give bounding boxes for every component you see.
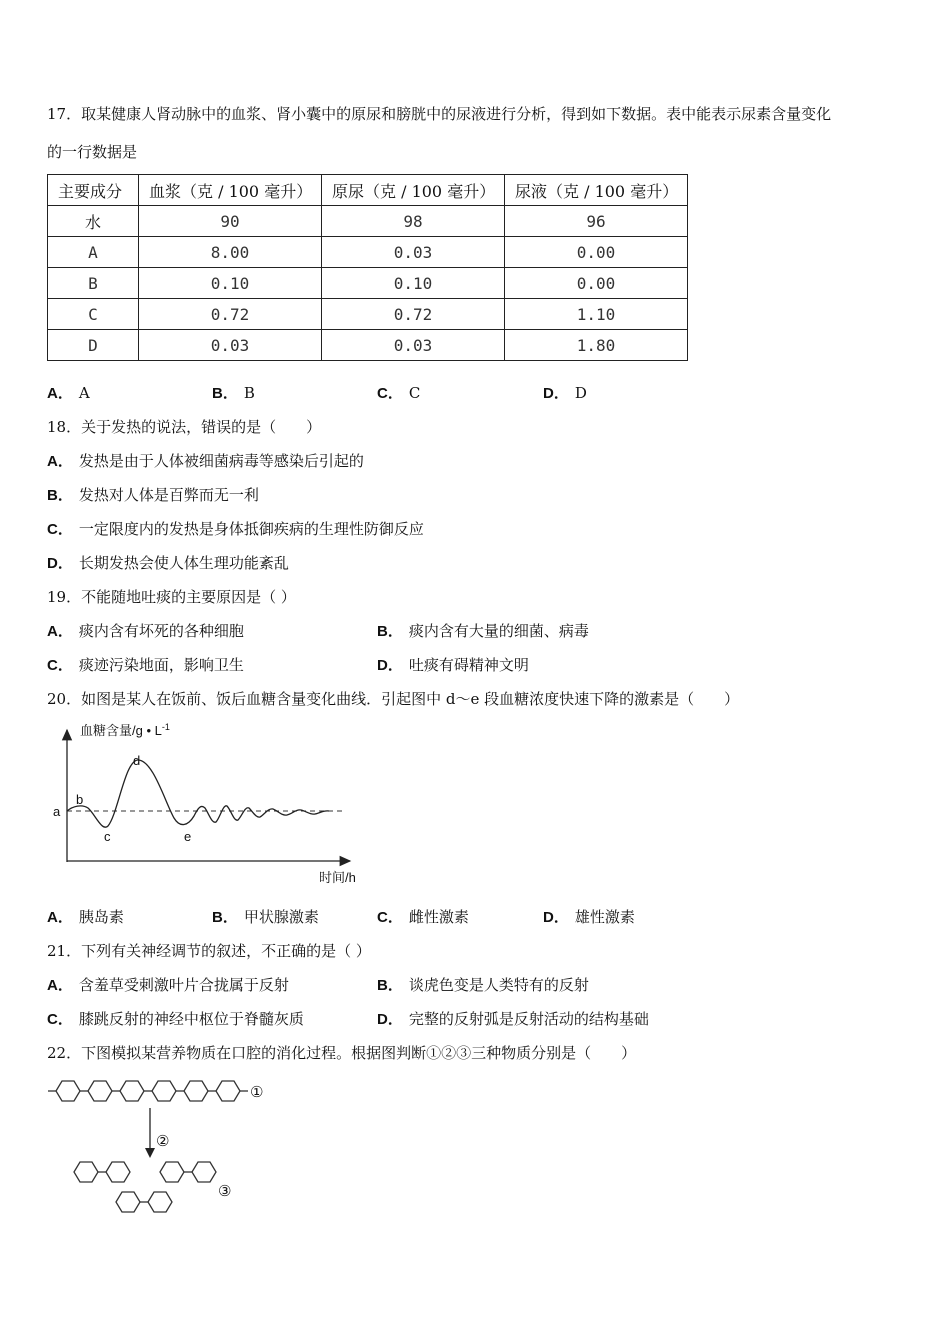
q18-option-c[interactable] [47, 518, 424, 539]
table-cell: C [48, 299, 139, 330]
hexagon-unit [152, 1081, 176, 1101]
hexagon-unit [74, 1162, 98, 1182]
option-text: 发热是由于人体被细菌病毒等感染后引起的 [78, 452, 364, 470]
option-text: 痰内含有大量的细菌、病毒 [408, 622, 589, 640]
q17-stem-line2: 的一行数据是 [47, 143, 138, 161]
table-cell: 96 [505, 206, 688, 237]
q21-option-b[interactable] [377, 974, 589, 995]
graph-x-label: 时间/h [319, 870, 356, 885]
option-text: 一定限度内的发热是身体抵御疾病的生理性防御反应 [78, 520, 424, 538]
option-letter: A． [47, 623, 73, 640]
option-letter: D． [47, 555, 73, 572]
table-cell: 水 [48, 206, 139, 237]
q19-option-d[interactable] [377, 654, 529, 675]
q19-option-c[interactable] [47, 654, 244, 675]
option-letter: D． [543, 909, 569, 926]
point-label-e: e [184, 829, 192, 844]
q19-option-a[interactable] [47, 620, 244, 641]
table-cell: B [48, 268, 139, 299]
q18-option-d[interactable] [47, 552, 289, 573]
table-header-cell: 主要成分 [48, 175, 139, 206]
table-cell: 0.03 [139, 330, 322, 361]
label-two: ② [156, 1133, 170, 1150]
q17-data-table [47, 174, 688, 361]
option-text: 雄性激素 [574, 908, 635, 926]
option-letter: B． [212, 385, 238, 402]
option-letter: D． [377, 1011, 403, 1028]
q20-option-a[interactable] [47, 906, 124, 927]
table-header-cell: 血浆（克 / 100 毫升） [139, 175, 322, 206]
table-header-cell: 尿液（克 / 100 毫升） [505, 175, 688, 206]
option-letter: A． [47, 385, 73, 402]
hexagon-unit [116, 1192, 140, 1212]
table-row [48, 237, 688, 268]
option-text: 吐痰有碍精神文明 [408, 656, 529, 674]
option-letter: C． [47, 657, 73, 674]
q22-stem: 22．下图模拟某营养物质在口腔的消化过程。根据图判断①②③三种物质分别是（ ） [47, 1044, 637, 1062]
option-text: 完整的反射弧是反射活动的结构基础 [408, 1010, 649, 1028]
table-cell: A [48, 237, 139, 268]
hexagon-unit [106, 1162, 130, 1182]
option-letter: B． [377, 623, 403, 640]
table-cell: 0.10 [139, 268, 322, 299]
q18-stem: 18．关于发热的说法，错误的是（ ） [47, 418, 322, 436]
q17-option-d[interactable] [543, 382, 587, 403]
option-letter: A． [47, 909, 73, 926]
q17-option-b[interactable] [212, 382, 255, 403]
table-row [48, 268, 688, 299]
table-cell: 1.10 [505, 299, 688, 330]
option-letter: C． [47, 1011, 73, 1028]
table-cell: 1.80 [505, 330, 688, 361]
option-text: 发热对人体是百弊而无一利 [78, 486, 259, 504]
option-text: 长期发热会使人体生理功能紊乱 [78, 554, 289, 572]
option-letter: D． [543, 385, 569, 402]
table-header-cell: 原尿（克 / 100 毫升） [322, 175, 505, 206]
option-letter: C． [377, 909, 403, 926]
option-text: 谈虎色变是人类特有的反射 [408, 976, 589, 994]
option-letter: B． [47, 487, 73, 504]
q21-stem: 21．下列有关神经调节的叙述，不正确的是（ ） [47, 942, 371, 960]
option-text: B [243, 384, 255, 402]
q17-stem-line1: 17．取某健康人肾动脉中的血浆、肾小囊中的原尿和膀胱中的尿液进行分析，得到如下数据。表中能表示尿素含量变化 [47, 105, 832, 123]
q17-option-a[interactable] [47, 382, 90, 403]
option-text: C [408, 384, 421, 402]
option-letter: A． [47, 977, 73, 994]
option-text: 胰岛素 [78, 908, 124, 926]
point-label-c: c [104, 829, 111, 844]
point-label-b: b [76, 792, 84, 807]
table-cell: 0.03 [322, 330, 505, 361]
table-cell: 0.10 [322, 268, 505, 299]
table-cell: 98 [322, 206, 505, 237]
option-letter: D． [377, 657, 403, 674]
hexagon-unit [160, 1162, 184, 1182]
q21-option-c[interactable] [47, 1008, 304, 1029]
option-text: 痰迹污染地面，影响卫生 [78, 656, 244, 674]
hexagon-unit [216, 1081, 240, 1101]
q21-option-a[interactable] [47, 974, 289, 995]
q20-option-c[interactable] [377, 906, 469, 927]
option-letter: C． [47, 521, 73, 538]
hexagon-unit [184, 1081, 208, 1101]
q21-option-d[interactable] [377, 1008, 649, 1029]
option-letter: C． [377, 385, 403, 402]
point-label-a: a [53, 804, 61, 819]
option-text: A [78, 384, 90, 402]
q20-option-b[interactable] [212, 906, 319, 927]
blood-sugar-curve [67, 760, 329, 827]
table-cell: D [48, 330, 139, 361]
label-three: ③ [218, 1183, 232, 1200]
hexagon-unit [88, 1081, 112, 1101]
option-text: 膝跳反射的神经中枢位于脊髓灰质 [78, 1010, 304, 1028]
option-text: 痰内含有坏死的各种细胞 [78, 622, 244, 640]
q20-stem: 20．如图是某人在饭前、饭后血糖含量变化曲线．引起图中 d～e 段血糖浓度快速下降的激素是（ ） [47, 690, 740, 708]
q18-option-b[interactable] [47, 484, 259, 505]
q20-option-d[interactable] [543, 906, 635, 927]
table-header-row [48, 175, 688, 206]
q19-option-b[interactable] [377, 620, 589, 641]
blood-sugar-graph [40, 722, 370, 892]
table-cell: 0.72 [322, 299, 505, 330]
option-text: 含羞草受刺激叶片合拢属于反射 [78, 976, 289, 994]
q19-stem: 19．不能随地吐痰的主要原因是（ ） [47, 588, 296, 606]
digestion-diagram [44, 1074, 284, 1224]
arrow-down-head [145, 1148, 155, 1158]
option-text: 甲状腺激素 [243, 908, 319, 926]
table-row [48, 206, 688, 237]
q17-option-c[interactable] [377, 382, 420, 403]
table-cell: 90 [139, 206, 322, 237]
option-letter: A． [47, 453, 73, 470]
hexagon-unit [56, 1081, 80, 1101]
label-one: ① [250, 1084, 264, 1101]
table-cell: 8.00 [139, 237, 322, 268]
table-cell: 0.72 [139, 299, 322, 330]
option-text: 雌性激素 [408, 908, 469, 926]
hexagon-unit [192, 1162, 216, 1182]
option-letter: B． [377, 977, 403, 994]
hexagon-unit [148, 1192, 172, 1212]
table-row [48, 299, 688, 330]
option-text: D [574, 384, 587, 402]
table-cell: 0.00 [505, 268, 688, 299]
graph-y-label: 血糖含量/g • $L^{-1}$ [80, 722, 170, 738]
table-cell: 0.03 [322, 237, 505, 268]
table-row [48, 330, 688, 361]
q18-option-a[interactable] [47, 450, 364, 471]
option-letter: B． [212, 909, 238, 926]
hexagon-unit [120, 1081, 144, 1101]
table-cell: 0.00 [505, 237, 688, 268]
point-label-d: d [133, 753, 141, 768]
